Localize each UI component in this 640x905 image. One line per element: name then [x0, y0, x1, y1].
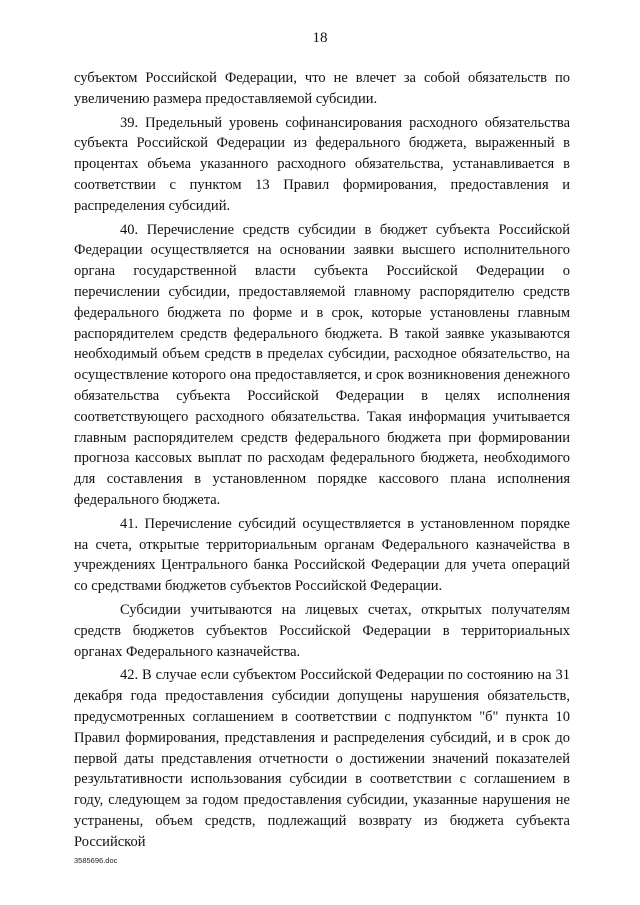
paragraph-42: 42. В случае если субъектом Российской Федерации по состоянию на 31 декабря года предоставления субсидии допущены нарушения обязательств, предусмотренных соглашением в соответствии с подпунктом "б" пункта 10 Правил формирования, представления и распределения субсидий, и в срок до первой даты представления отчетности о достижении значений показателей результативности использования субсидии в соответствии с соглашением в году, следующем за годом предоставления субсидии, указанные нарушения не устранены, объем средств, подлежащий возврату из бюджета субъекта Российской: [74, 667, 570, 850]
paragraph-continuation: субъектом Российской Федерации, что не влечет за собой обязательств по увеличению размера предоставляемой субсидии.: [74, 70, 570, 107]
paragraph-41-subsidies: Субсидии учитываются на лицевых счетах, открытых получателям средств бюджетов субъектов Российской Федерации в территориальных органах Федерального казначейства.: [74, 601, 570, 660]
paragraph-39: 39. Предельный уровень софинансирования расходного обязательства субъекта Российской Федерации из федерального бюджета, выраженный в процентах объема указанного расходного обязательства, устанавливается в соответствии с пунктом 13 Правил формирования, предоставления и распределения субсидий.: [74, 114, 570, 214]
document-body: [74, 68, 570, 855]
footer-document-code: 3585696.doc: [74, 856, 118, 865]
paragraph-41: 41. Перечисление субсидий осуществляется в установленном порядке на счета, открытые территориальным органам Федерального казначейства в учреждениях Центрального банка Российской Федерации для учета операций со средствами бюджетов субъектов Российской Федерации.: [74, 515, 570, 595]
paragraph-40: 40. Перечисление средств субсидии в бюджет субъекта Российской Федерации осуществляется на основании заявки высшего исполнительного органа государственной власти субъекта Российской Федерации о перечислении субсидии, предоставляемой главному распорядителю средств федерального бюджета по форме и в срок, которые установлены главным распорядителем средств федерального бюджета. В такой заявке указываются необходимый объем средств в пределах субсидии, расходное обязательство, на осуществление которого она предоставляется, и срок возникновения денежного обязательства субъекта Российской Федерации в целях исполнения соответствующего расходного обязательства. Такая информация учитывается главным распорядителем средств федерального бюджета при формировании прогноза кассовых выплат по расходам федерального бюджета, необходимого для составления в установленном порядке кассового плана исполнения федерального бюджета.: [74, 221, 570, 508]
page-number: 18: [312, 30, 328, 46]
